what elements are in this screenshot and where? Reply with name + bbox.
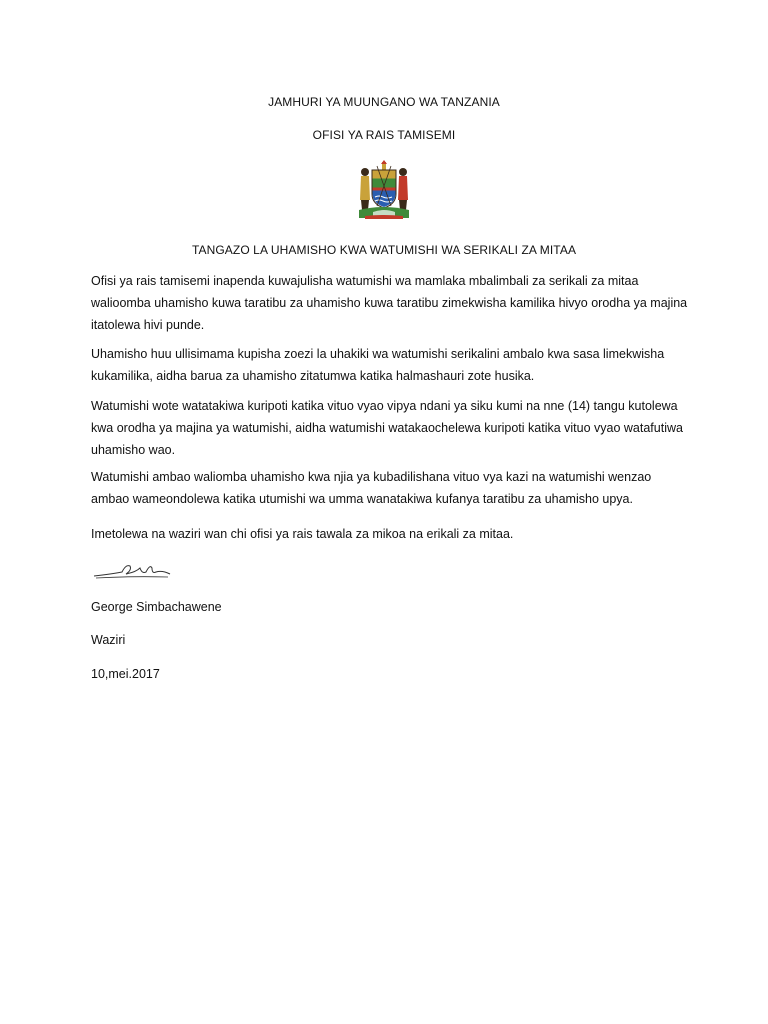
- office-heading: OFISI YA RAIS TAMISEMI: [312, 128, 456, 142]
- signatory-title: Waziri: [91, 633, 126, 647]
- body-paragraph: Uhamisho huu ullisimama kupisha zoezi la uhakiki wa watumishi serikalini ambalo kwa sasa limekwisha kukamilika, aidha barua za uhamisho zitatumwa katika halmashauri zote husika.: [91, 347, 665, 383]
- tanzania-coat-of-arms-icon: [355, 160, 413, 220]
- notice-subject-heading: TANGAZO LA UHAMISHO KWA WATUMISHI WA SERIKALI ZA MITAA: [191, 243, 577, 257]
- body-paragraph: Ofisi ya rais tamisemi inapenda kuwajulisha watumishi wa mamlaka mbalimbali za serikali za mitaa walioomba uhamisho kuwa taratibu za uhamisho kuwa taratibu zimekwisha kamilika hivyo orodha ya majina itatolewa hivi punde.: [91, 274, 688, 332]
- republic-heading: JAMHURI YA MUUNGANO WA TANZANIA: [268, 95, 500, 109]
- body-paragraph: Imetolewa na waziri wan chi ofisi ya rais tawala za mikoa na erikali za mitaa.: [91, 527, 514, 541]
- signatory-name: George Simbachawene: [91, 600, 222, 614]
- document-date: 10,mei.2017: [91, 667, 160, 681]
- body-paragraph: Watumishi ambao waliomba uhamisho kwa njia ya kubadilishana vituo vya kazi na watumishi wenzao ambao wameondolewa katika utumishi wa umma wanatakiwa kufanya taratibu za uhamisho upya.: [91, 470, 652, 506]
- body-paragraph: Watumishi wote watatakiwa kuripoti katika vituo vyao vipya ndani ya siku kumi na nne (14) tangu kutolewa kwa orodha ya majina ya watumishi, aidha watumishi watakaochelewa kuripoti katika vituo vyao watafutiwa uhamisho wao.: [91, 399, 683, 457]
- handwritten-signature: [92, 558, 172, 582]
